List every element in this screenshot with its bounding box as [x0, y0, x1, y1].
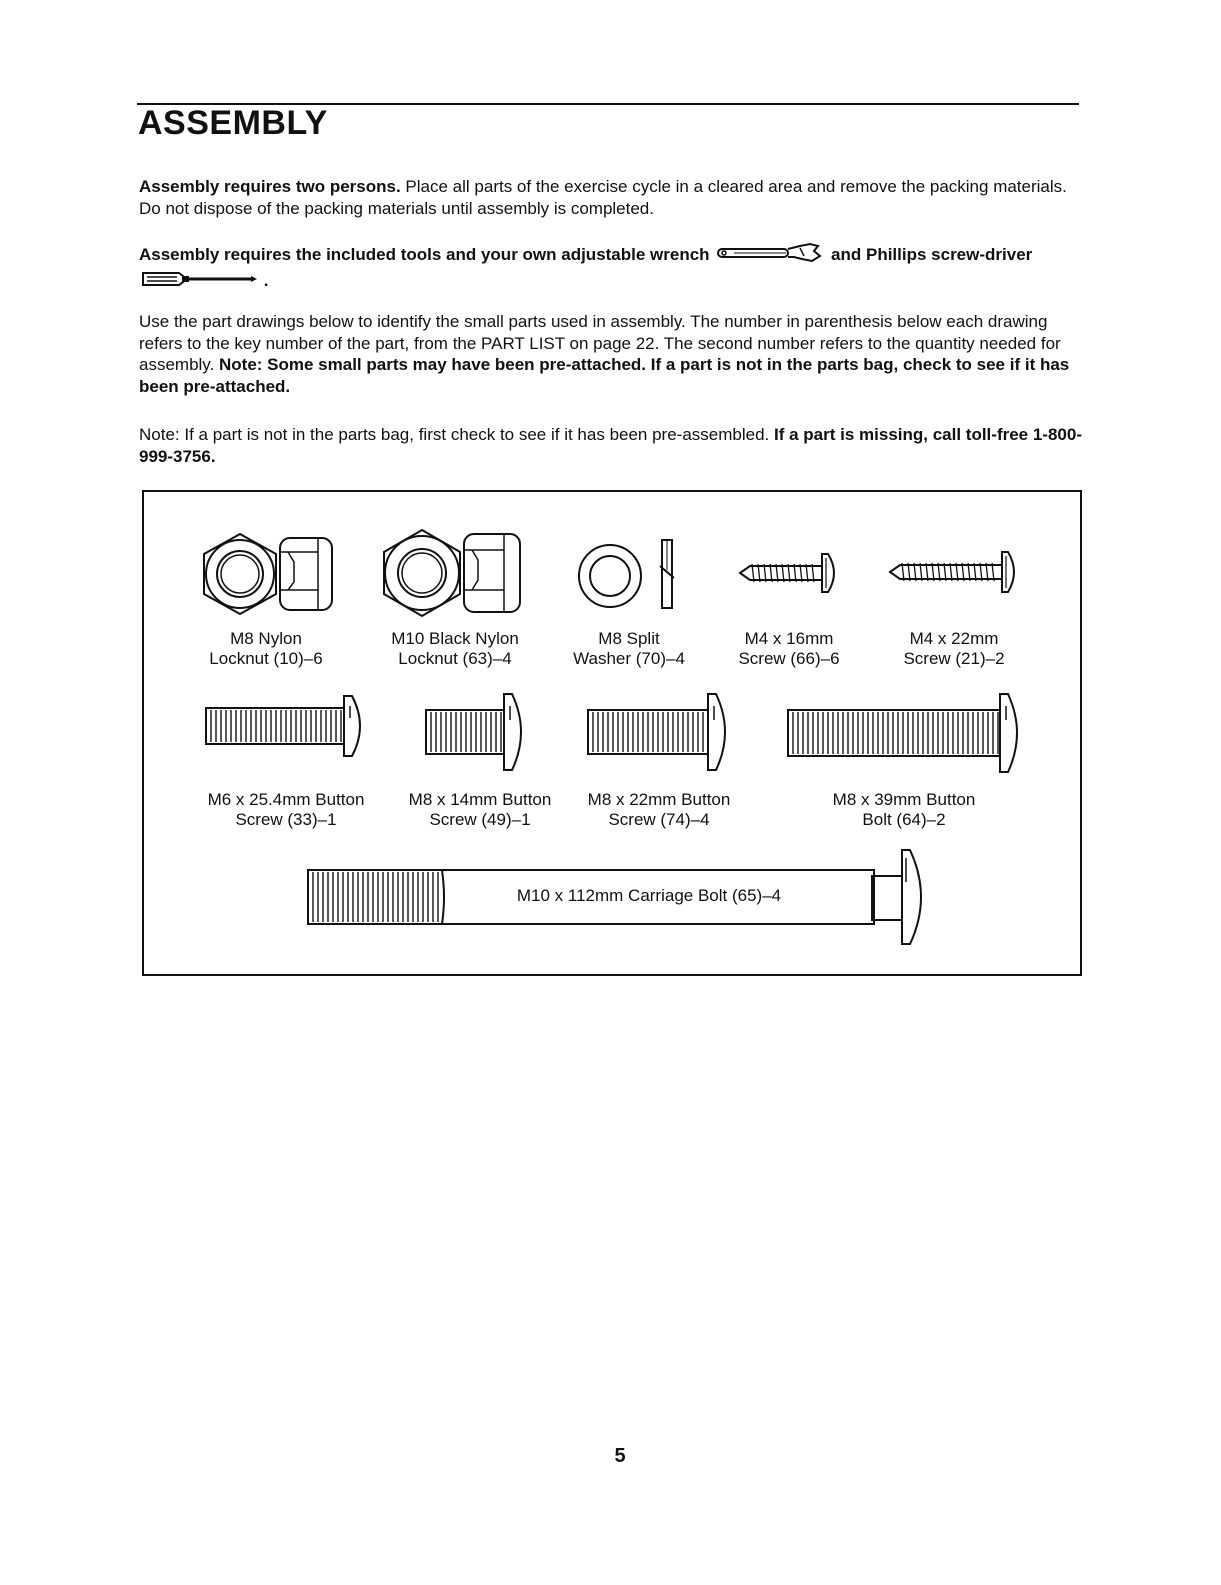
- persons-note: Assembly requires two persons.: [139, 177, 401, 196]
- tools-note-a: Assembly requires the included tools and your own adjustable wrench: [139, 245, 710, 265]
- intro-paragraph-persons: [139, 176, 1089, 219]
- part-key-qty: Screw (74)–4: [608, 810, 710, 829]
- washer-icon: [576, 536, 680, 616]
- intro-paragraph-tools: [139, 242, 1089, 293]
- part-name: M8 Nylon: [230, 629, 302, 648]
- part-key-qty: Screw (21)–2: [903, 649, 1005, 668]
- part-label: [554, 629, 704, 669]
- part-label: [484, 886, 814, 906]
- locknut-icon: [378, 526, 526, 620]
- screw-icon: [886, 548, 1026, 596]
- preattached-note: Note: Some small parts may have been pre-attached. If a part is not in the parts bag, check to see if it has been pre-attached.: [139, 355, 1070, 396]
- part-name: M10 Black Nylon: [391, 629, 519, 648]
- part-label: [804, 790, 1004, 830]
- page-number: 5: [614, 1445, 626, 1467]
- part-label: [370, 629, 540, 669]
- missing-note: If a part is missing, call toll-free 1-800-999-3756.: [139, 425, 1082, 466]
- part-name: M8 x 39mm Button: [832, 790, 976, 809]
- part-name: M8 x 14mm Button: [408, 790, 552, 809]
- part-label: [714, 629, 864, 669]
- locknut-icon: [198, 530, 340, 618]
- part-name: M8 x 22mm Button: [587, 790, 731, 809]
- part-name: M10 x 112mm Carriage Bolt (65)–4: [516, 886, 782, 905]
- part-key-qty: Screw (49)–1: [429, 810, 531, 829]
- part-label: [879, 629, 1029, 669]
- missing-text: Note: If a part is not in the parts bag, first check to see if it has been pre-assembled.: [139, 425, 774, 444]
- wrench-icon: [714, 242, 826, 270]
- persons-text: Place all parts of the exercise cycle in a cleared area and remove the packing materials. Do not dispose of the packing materials until assembly is completed.: [139, 177, 1067, 218]
- parts-identification-box: [142, 490, 1082, 976]
- intro-paragraph-drawings: [139, 311, 1089, 397]
- tools-note-end: .: [259, 270, 269, 290]
- page-title: ASSEMBLY: [138, 104, 328, 142]
- button-screw-icon: [204, 692, 370, 760]
- part-name: M4 x 22mm: [909, 629, 999, 648]
- drawings-text: Use the part drawings below to identify the small parts used in assembly. The number in parenthesis below each drawing refers to the key number of the part, from the PART LIST on page 22. The second number refers to the quantity needed for assembly.: [139, 312, 1061, 374]
- intro-paragraph-missing: [139, 424, 1089, 467]
- part-key-qty: Bolt (64)–2: [862, 810, 946, 829]
- part-key-qty: Locknut (10)–6: [209, 649, 323, 668]
- button-screw-icon: [586, 690, 736, 774]
- part-label: [186, 790, 386, 830]
- button-screw-icon: [424, 690, 532, 774]
- screw-icon: [736, 550, 846, 596]
- part-label: [186, 629, 346, 669]
- part-name: M8 Split: [598, 629, 660, 648]
- bolt-icon: [786, 690, 1026, 776]
- part-name: M6 x 25.4mm Button: [207, 790, 365, 809]
- part-key-qty: Screw (33)–1: [235, 810, 337, 829]
- tools-note-b: and Phillips screw-driver: [831, 245, 1033, 265]
- part-label: [390, 790, 570, 830]
- part-key-qty: Locknut (63)–4: [398, 649, 512, 668]
- screwdriver-icon: [139, 270, 259, 294]
- part-name: M4 x 16mm: [744, 629, 834, 648]
- part-label: [574, 790, 744, 830]
- part-key-qty: Screw (66)–6: [738, 649, 840, 668]
- part-key-qty: Washer (70)–4: [573, 649, 685, 668]
